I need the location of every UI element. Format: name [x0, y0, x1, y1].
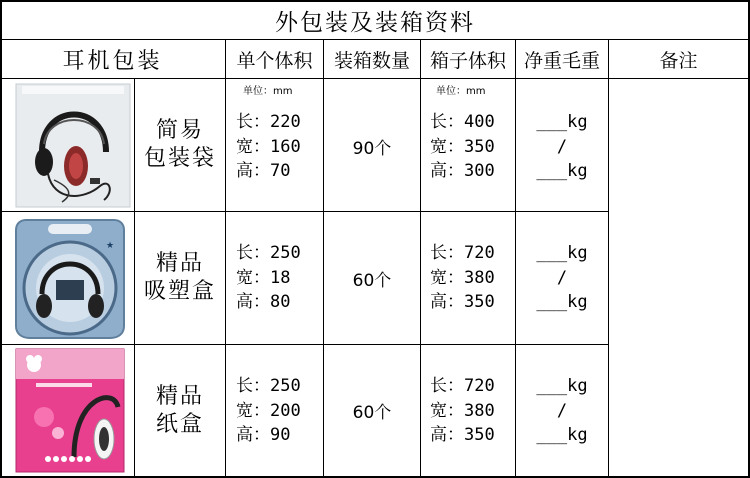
row3-weight [516, 374, 608, 448]
row1-net-weight: ___kg [536, 112, 588, 132]
border-col-unit [225, 40, 226, 477]
headphones-blister-pack-photo [8, 214, 132, 342]
sheet-title: 外包装及装箱资料 [275, 10, 475, 36]
border-row1-bottom [0, 211, 608, 212]
row3-box-height: 高：350 [430, 425, 495, 445]
headphones-in-bag-photo [14, 82, 132, 209]
row3-type-line1: 精品 [155, 383, 204, 409]
row3-box-length: 长：720 [430, 376, 495, 396]
row1-type-line2: 包装袋 [143, 146, 216, 171]
row3-unit-length: 长：250 [236, 376, 301, 396]
unit-note-carton-volume: 单位：mm [436, 86, 486, 97]
row1-unit-width: 宽：160 [236, 136, 301, 157]
row3-package-type [135, 345, 225, 476]
row1-weight-separator: / [556, 136, 568, 157]
row3-box-dimensions [430, 374, 495, 448]
border-row2-bottom [0, 344, 608, 345]
header-carton-qty: 装箱数量 [333, 49, 410, 72]
row2-box-width: 宽：380 [430, 267, 495, 288]
row2-unit-length: 长：250 [236, 243, 301, 263]
header-remarks: 备注 [659, 49, 698, 72]
header-weight: 净重毛重 [523, 49, 600, 72]
row2-unit-height: 高：80 [236, 292, 291, 312]
row1-box-dimensions [430, 110, 495, 184]
border-col-box [420, 40, 421, 477]
row2-unit-dimensions [236, 241, 301, 315]
row1-weight [516, 110, 608, 184]
row3-unit-dimensions [236, 374, 301, 448]
header-unit-volume: 单个体积 [236, 49, 313, 72]
row1-type-line1: 简易 [155, 118, 204, 143]
row1-unit-length: 长：220 [236, 112, 301, 132]
row2-carton-qty: 60个 [352, 270, 392, 291]
row2-type-line2: 吸塑盒 [143, 279, 216, 304]
row1-unit-dimensions [236, 110, 301, 184]
row1-package-type [135, 79, 225, 211]
row2-box-height: 高：350 [430, 292, 495, 312]
headphones-gift-box-photo [14, 347, 126, 474]
remarks-cell [609, 79, 748, 476]
row3-unit-width: 宽：200 [236, 400, 301, 421]
svg-text:★: ★ [106, 241, 115, 251]
header-packaging: 耳机包装 [62, 48, 163, 74]
row2-net-weight: ___kg [536, 243, 588, 263]
row1-box-width: 宽：350 [430, 136, 495, 157]
row2-box-length: 长：720 [430, 243, 495, 263]
row3-gross-weight: ___kg [536, 425, 588, 445]
row2-unit-width: 宽：18 [236, 267, 291, 288]
row3-carton-qty: 60个 [352, 402, 392, 423]
row3-unit-height: 高：90 [236, 425, 291, 445]
row2-box-dimensions [430, 241, 495, 315]
row1-carton-qty: 90个 [352, 138, 392, 159]
unit-note-unit-volume: 单位：mm [243, 86, 293, 97]
header-carton-volume: 箱子体积 [429, 49, 506, 72]
row3-box-width: 宽：380 [430, 400, 495, 421]
row2-weight [516, 241, 608, 315]
row1-box-length: 长：400 [430, 112, 495, 132]
row2-weight-separator: / [556, 267, 568, 288]
row3-type-line2: 纸盒 [155, 411, 204, 437]
row2-type-line1: 精品 [155, 251, 204, 276]
row2-package-type [135, 212, 225, 344]
row1-unit-height: 高：70 [236, 161, 291, 181]
row3-weight-separator: / [556, 400, 568, 421]
row2-gross-weight: ___kg [536, 292, 588, 312]
row1-gross-weight: ___kg [536, 161, 588, 181]
row3-net-weight: ___kg [536, 376, 588, 396]
row1-box-height: 高：300 [430, 161, 495, 181]
